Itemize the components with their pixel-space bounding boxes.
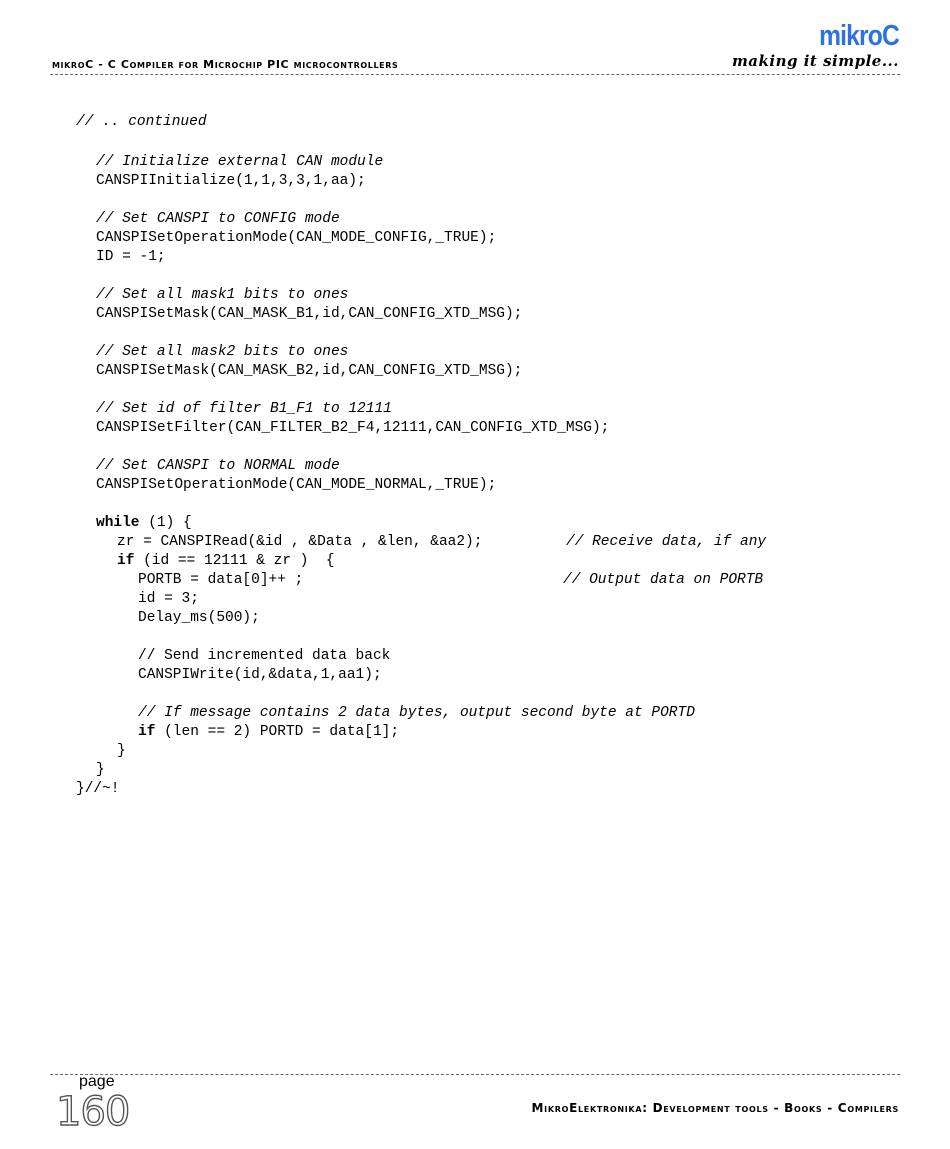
code-fragment: (len == 2) PORTD = data[1]; bbox=[155, 724, 400, 740]
code-line: id = 3; bbox=[138, 591, 199, 607]
code-line: CANSPISetMask(CAN_MASK_B1,id,CAN_CONFIG_XTD_MSG); bbox=[96, 306, 523, 322]
code-line-if bbox=[117, 552, 335, 571]
tagline: making it simple... bbox=[731, 52, 899, 70]
code-line-while bbox=[96, 514, 192, 533]
code-comment: // .. continued bbox=[76, 114, 207, 130]
page-number: 160 bbox=[56, 1089, 130, 1135]
code-comment: // Set all mask1 bits to ones bbox=[96, 287, 349, 303]
keyword-while: while bbox=[96, 515, 140, 531]
code-comment: // Receive data, if any bbox=[566, 534, 767, 550]
code-comment: // Set all mask2 bits to ones bbox=[96, 344, 349, 360]
code-line-if bbox=[138, 723, 399, 742]
code-line: CANSPISetOperationMode(CAN_MODE_CONFIG,_TRUE); bbox=[96, 230, 497, 246]
keyword-if: if bbox=[138, 724, 156, 740]
publisher-footer: MikroElektronika: Development tools - Books - Compilers bbox=[531, 1101, 899, 1115]
code-line: Delay_ms(500); bbox=[138, 610, 260, 626]
code-comment: // Initialize external CAN module bbox=[96, 154, 384, 170]
code-comment: // Output data on PORTB bbox=[563, 572, 764, 588]
keyword-if: if bbox=[117, 553, 135, 569]
header-divider bbox=[50, 74, 900, 75]
mikroc-logo: mikroC bbox=[819, 20, 899, 52]
code-line: zr = CANSPIRead(&id , &Data , &len, &aa2); bbox=[117, 534, 483, 550]
code-line: }//~! bbox=[76, 781, 120, 797]
code-line: } bbox=[96, 762, 105, 778]
code-line: // Send incremented data back bbox=[138, 648, 391, 664]
code-fragment: (1) { bbox=[139, 515, 192, 531]
code-comment: // Set id of filter B1_F1 to 12111 bbox=[96, 401, 392, 417]
code-line: CANSPIInitialize(1,1,3,3,1,aa); bbox=[96, 173, 366, 189]
code-line: PORTB = data[0]++ ; bbox=[138, 572, 304, 588]
code-line: ID = -1; bbox=[96, 249, 166, 265]
document-header-title: mikroC - C Compiler for Microchip PIC microcontrollers bbox=[52, 58, 399, 71]
code-comment: // If message contains 2 data bytes, output second byte at PORTD bbox=[138, 705, 695, 721]
code-fragment: (id == 12111 & zr ) { bbox=[134, 553, 335, 569]
code-comment: // Set CANSPI to CONFIG mode bbox=[96, 211, 340, 227]
footer-divider bbox=[50, 1074, 900, 1075]
code-line: CANSPIWrite(id,&data,1,aa1); bbox=[138, 667, 382, 683]
code-line: CANSPISetOperationMode(CAN_MODE_NORMAL,_TRUE); bbox=[96, 477, 497, 493]
code-line: CANSPISetMask(CAN_MASK_B2,id,CAN_CONFIG_XTD_MSG); bbox=[96, 363, 523, 379]
code-line: CANSPISetFilter(CAN_FILTER_B2_F4,12111,CAN_CONFIG_XTD_MSG); bbox=[96, 420, 610, 436]
code-comment: // Set CANSPI to NORMAL mode bbox=[96, 458, 340, 474]
code-line: } bbox=[117, 743, 126, 759]
page-label: page bbox=[79, 1073, 115, 1090]
